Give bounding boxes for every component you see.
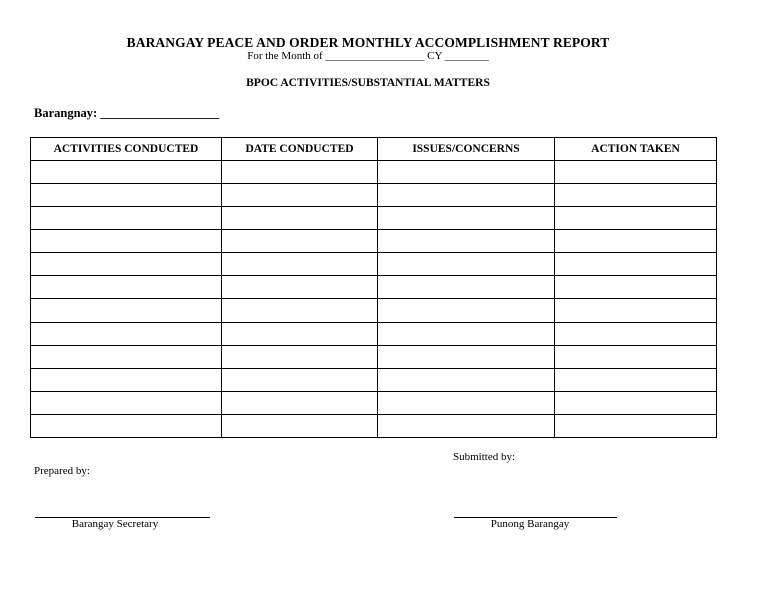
table-cell[interactable] xyxy=(222,184,378,207)
column-header-action: ACTION TAKEN xyxy=(555,138,717,161)
table-cell[interactable] xyxy=(31,322,222,345)
table-cell[interactable] xyxy=(31,345,222,368)
table-cell[interactable] xyxy=(31,230,222,253)
table-cell[interactable] xyxy=(555,345,717,368)
table-cell[interactable] xyxy=(31,253,222,276)
table-cell[interactable] xyxy=(378,207,555,230)
table-cell[interactable] xyxy=(378,345,555,368)
table-row xyxy=(31,345,717,368)
barangay-field xyxy=(34,106,219,121)
table-cell[interactable] xyxy=(378,414,555,437)
submitted-by-label: Submitted by: xyxy=(453,451,516,463)
column-header-date: DATE CONDUCTED xyxy=(222,138,378,161)
barangay-secretary-title: Barangay Secretary xyxy=(71,518,159,530)
table-row xyxy=(31,184,717,207)
table-row xyxy=(31,253,717,276)
table-cell[interactable] xyxy=(555,184,717,207)
table-cell[interactable] xyxy=(31,276,222,299)
activities-table xyxy=(30,137,717,438)
table-cell[interactable] xyxy=(222,161,378,184)
barangay-blank: ___________________ xyxy=(100,106,220,120)
table-cell[interactable] xyxy=(222,230,378,253)
table-row xyxy=(31,368,717,391)
table-cell[interactable] xyxy=(378,230,555,253)
report-title: BARANGAY PEACE AND ORDER MONTHLY ACCOMPLISHMENT REPORT xyxy=(126,35,610,50)
column-header-issues: ISSUES/CONCERNS xyxy=(378,138,555,161)
barangay-label: Barangnay: xyxy=(34,106,98,120)
prepared-by-label: Prepared by: xyxy=(34,465,90,477)
table-cell[interactable] xyxy=(555,414,717,437)
table-cell[interactable] xyxy=(555,230,717,253)
column-header-activities: ACTIVITIES CONDUCTED xyxy=(31,138,222,161)
table-cell[interactable] xyxy=(31,414,222,437)
table-cell[interactable] xyxy=(31,207,222,230)
table-cell[interactable] xyxy=(378,184,555,207)
table-cell[interactable] xyxy=(222,299,378,322)
table-cell[interactable] xyxy=(378,368,555,391)
table-cell[interactable] xyxy=(378,322,555,345)
report-subtitle: BPOC ACTIVITIES/SUBSTANTIAL MATTERS xyxy=(246,77,490,89)
table-row xyxy=(31,414,717,437)
table-cell[interactable] xyxy=(222,276,378,299)
table-cell[interactable] xyxy=(222,368,378,391)
table-cell[interactable] xyxy=(378,299,555,322)
table-body xyxy=(31,161,717,438)
table-cell[interactable] xyxy=(555,299,717,322)
table-row xyxy=(31,322,717,345)
table-cell[interactable] xyxy=(222,322,378,345)
table-cell[interactable] xyxy=(555,207,717,230)
table-cell[interactable] xyxy=(555,276,717,299)
table-cell[interactable] xyxy=(555,391,717,414)
table-cell[interactable] xyxy=(31,161,222,184)
table-row xyxy=(31,391,717,414)
table-cell[interactable] xyxy=(378,161,555,184)
table-row xyxy=(31,207,717,230)
table-cell[interactable] xyxy=(31,368,222,391)
table-row xyxy=(31,161,717,184)
table-cell[interactable] xyxy=(555,253,717,276)
table-cell[interactable] xyxy=(222,253,378,276)
table-cell[interactable] xyxy=(555,161,717,184)
month-line: For the Month of __________________ CY ________ xyxy=(247,50,489,62)
table-cell[interactable] xyxy=(31,391,222,414)
table-cell[interactable] xyxy=(222,391,378,414)
table-cell[interactable] xyxy=(555,322,717,345)
table-cell[interactable] xyxy=(378,253,555,276)
table-row xyxy=(31,299,717,322)
table-cell[interactable] xyxy=(555,368,717,391)
table-row xyxy=(31,276,717,299)
table-cell[interactable] xyxy=(222,414,378,437)
punong-barangay-title: Punong Barangay xyxy=(490,518,570,530)
table-cell[interactable] xyxy=(222,345,378,368)
table-cell[interactable] xyxy=(378,276,555,299)
table-cell[interactable] xyxy=(31,184,222,207)
table-cell[interactable] xyxy=(222,207,378,230)
table-cell[interactable] xyxy=(378,391,555,414)
table-cell[interactable] xyxy=(31,299,222,322)
table-row xyxy=(31,230,717,253)
table-header-row xyxy=(31,138,717,161)
